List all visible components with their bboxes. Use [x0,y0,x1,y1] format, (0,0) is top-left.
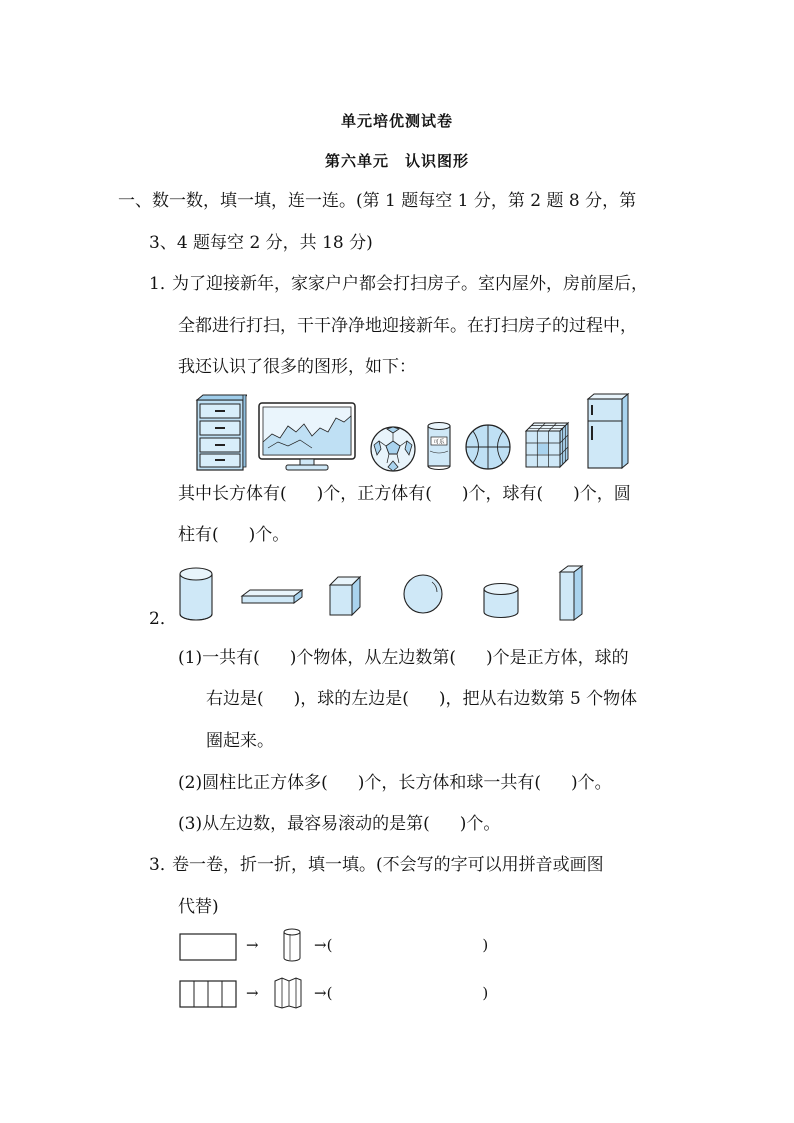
basketball-image [464,423,512,471]
q1-number: 1． [149,274,177,294]
shape-cylinder-image [178,566,214,622]
section1-instruction-line1: 一、数一数，填一填，连一连。(第 1 题每空 1 分，第 2 题 8 分，第 [118,191,637,211]
can-label: 可乐 [433,439,445,446]
q2-p2-sum-label: )个，长方体和球一共有( [357,773,541,793]
q1-fill-cuboid-label: 其中长方体有( [178,484,287,504]
q1-fill-cylinder-label2: 柱有( [178,525,219,545]
drawer-cabinet-image [195,394,247,472]
q2-part1-line2 [206,689,637,709]
q3-number: 3． [149,855,177,875]
q2-p1-position-label: )个物体，从左边数第( [289,648,456,668]
q3-text-line2: 代替) [178,897,219,917]
can-image [426,421,452,471]
paper-four-panels-image [179,980,237,1008]
q3-text-line1: 卷一卷，折一折，填一填。(不会写的字可以用拼音或画图 [172,855,604,875]
tv-image [258,402,356,472]
q2-p2-end-label: )个。 [570,773,612,793]
q3-row2-arrow1: → [246,984,259,1002]
folded-prism-image [272,976,304,1010]
q1-text-line2: 全都进行打扫，干干净净地迎接新年。在打扫房子的过程中， [178,316,637,336]
q3-row1-close: ) [482,936,489,954]
shape-cube-image [328,575,362,617]
q1-fill-cylinder-label: )个，圆 [573,484,631,504]
shape-tall-cuboid-image [558,564,584,622]
q2-part1-line3: 圈起来。 [206,731,274,751]
q2-p3-end-label: )个。 [459,814,501,834]
q2-part3 [178,814,500,834]
shape-sphere-image [402,573,444,615]
q2-part1-line1 [178,648,629,668]
rolled-tube-image [282,928,302,962]
q2-p2-more-label: (2)圆柱比正方体多( [178,773,328,793]
q1-fill-sphere-label: )个，球有( [461,484,544,504]
q3-row1-answer [314,935,488,955]
q1-fill-cube-label: )个，正方体有( [316,484,432,504]
q2-p1-sphere-label: )个是正方体，球的 [485,648,629,668]
q1-text-line1: 为了迎接新年，家家户户都会打扫房子。室内屋外，房前屋后， [172,274,648,294]
q3-row1-open: →( [314,936,333,954]
q3-row2-open: →( [314,984,333,1002]
q3-row2-close: ) [482,984,489,1002]
fridge-image [586,393,630,469]
shape-flat-cuboid-image [240,588,304,608]
soccer-ball-image [369,425,417,473]
q3-row1-arrow1: → [246,936,259,954]
q1-text-line3: 我还认识了很多的图形，如下： [178,357,416,377]
q2-part2 [178,773,612,793]
q1-fill-line2 [178,525,289,545]
shape-short-cylinder-image [482,582,520,620]
q1-fill-end-label: )个。 [248,525,290,545]
q3-row2-answer [314,983,488,1003]
q2-p1-total-label: (1)一共有( [178,648,260,668]
q2-number: 2． [149,609,177,629]
q2-p1-right-label: 右边是( [206,689,264,709]
q2-p1-left-label: )，球的左边是( [293,689,409,709]
page-subtitle: 第六单元 认识图形 [324,152,469,170]
rubiks-cube-image [524,421,570,469]
paper-rectangle-image [179,933,237,961]
q1-fill-line1 [178,484,631,504]
q2-p1-circle-label: )，把从右边数第 5 个物体 [438,689,638,709]
section1-instruction-line2: 3、4 题每空 2 分，共 18 分) [149,233,373,253]
q2-p3-roll-label: (3)从左边数，最容易滚动的是第( [178,814,430,834]
page-title: 单元培优测试卷 [340,112,453,130]
